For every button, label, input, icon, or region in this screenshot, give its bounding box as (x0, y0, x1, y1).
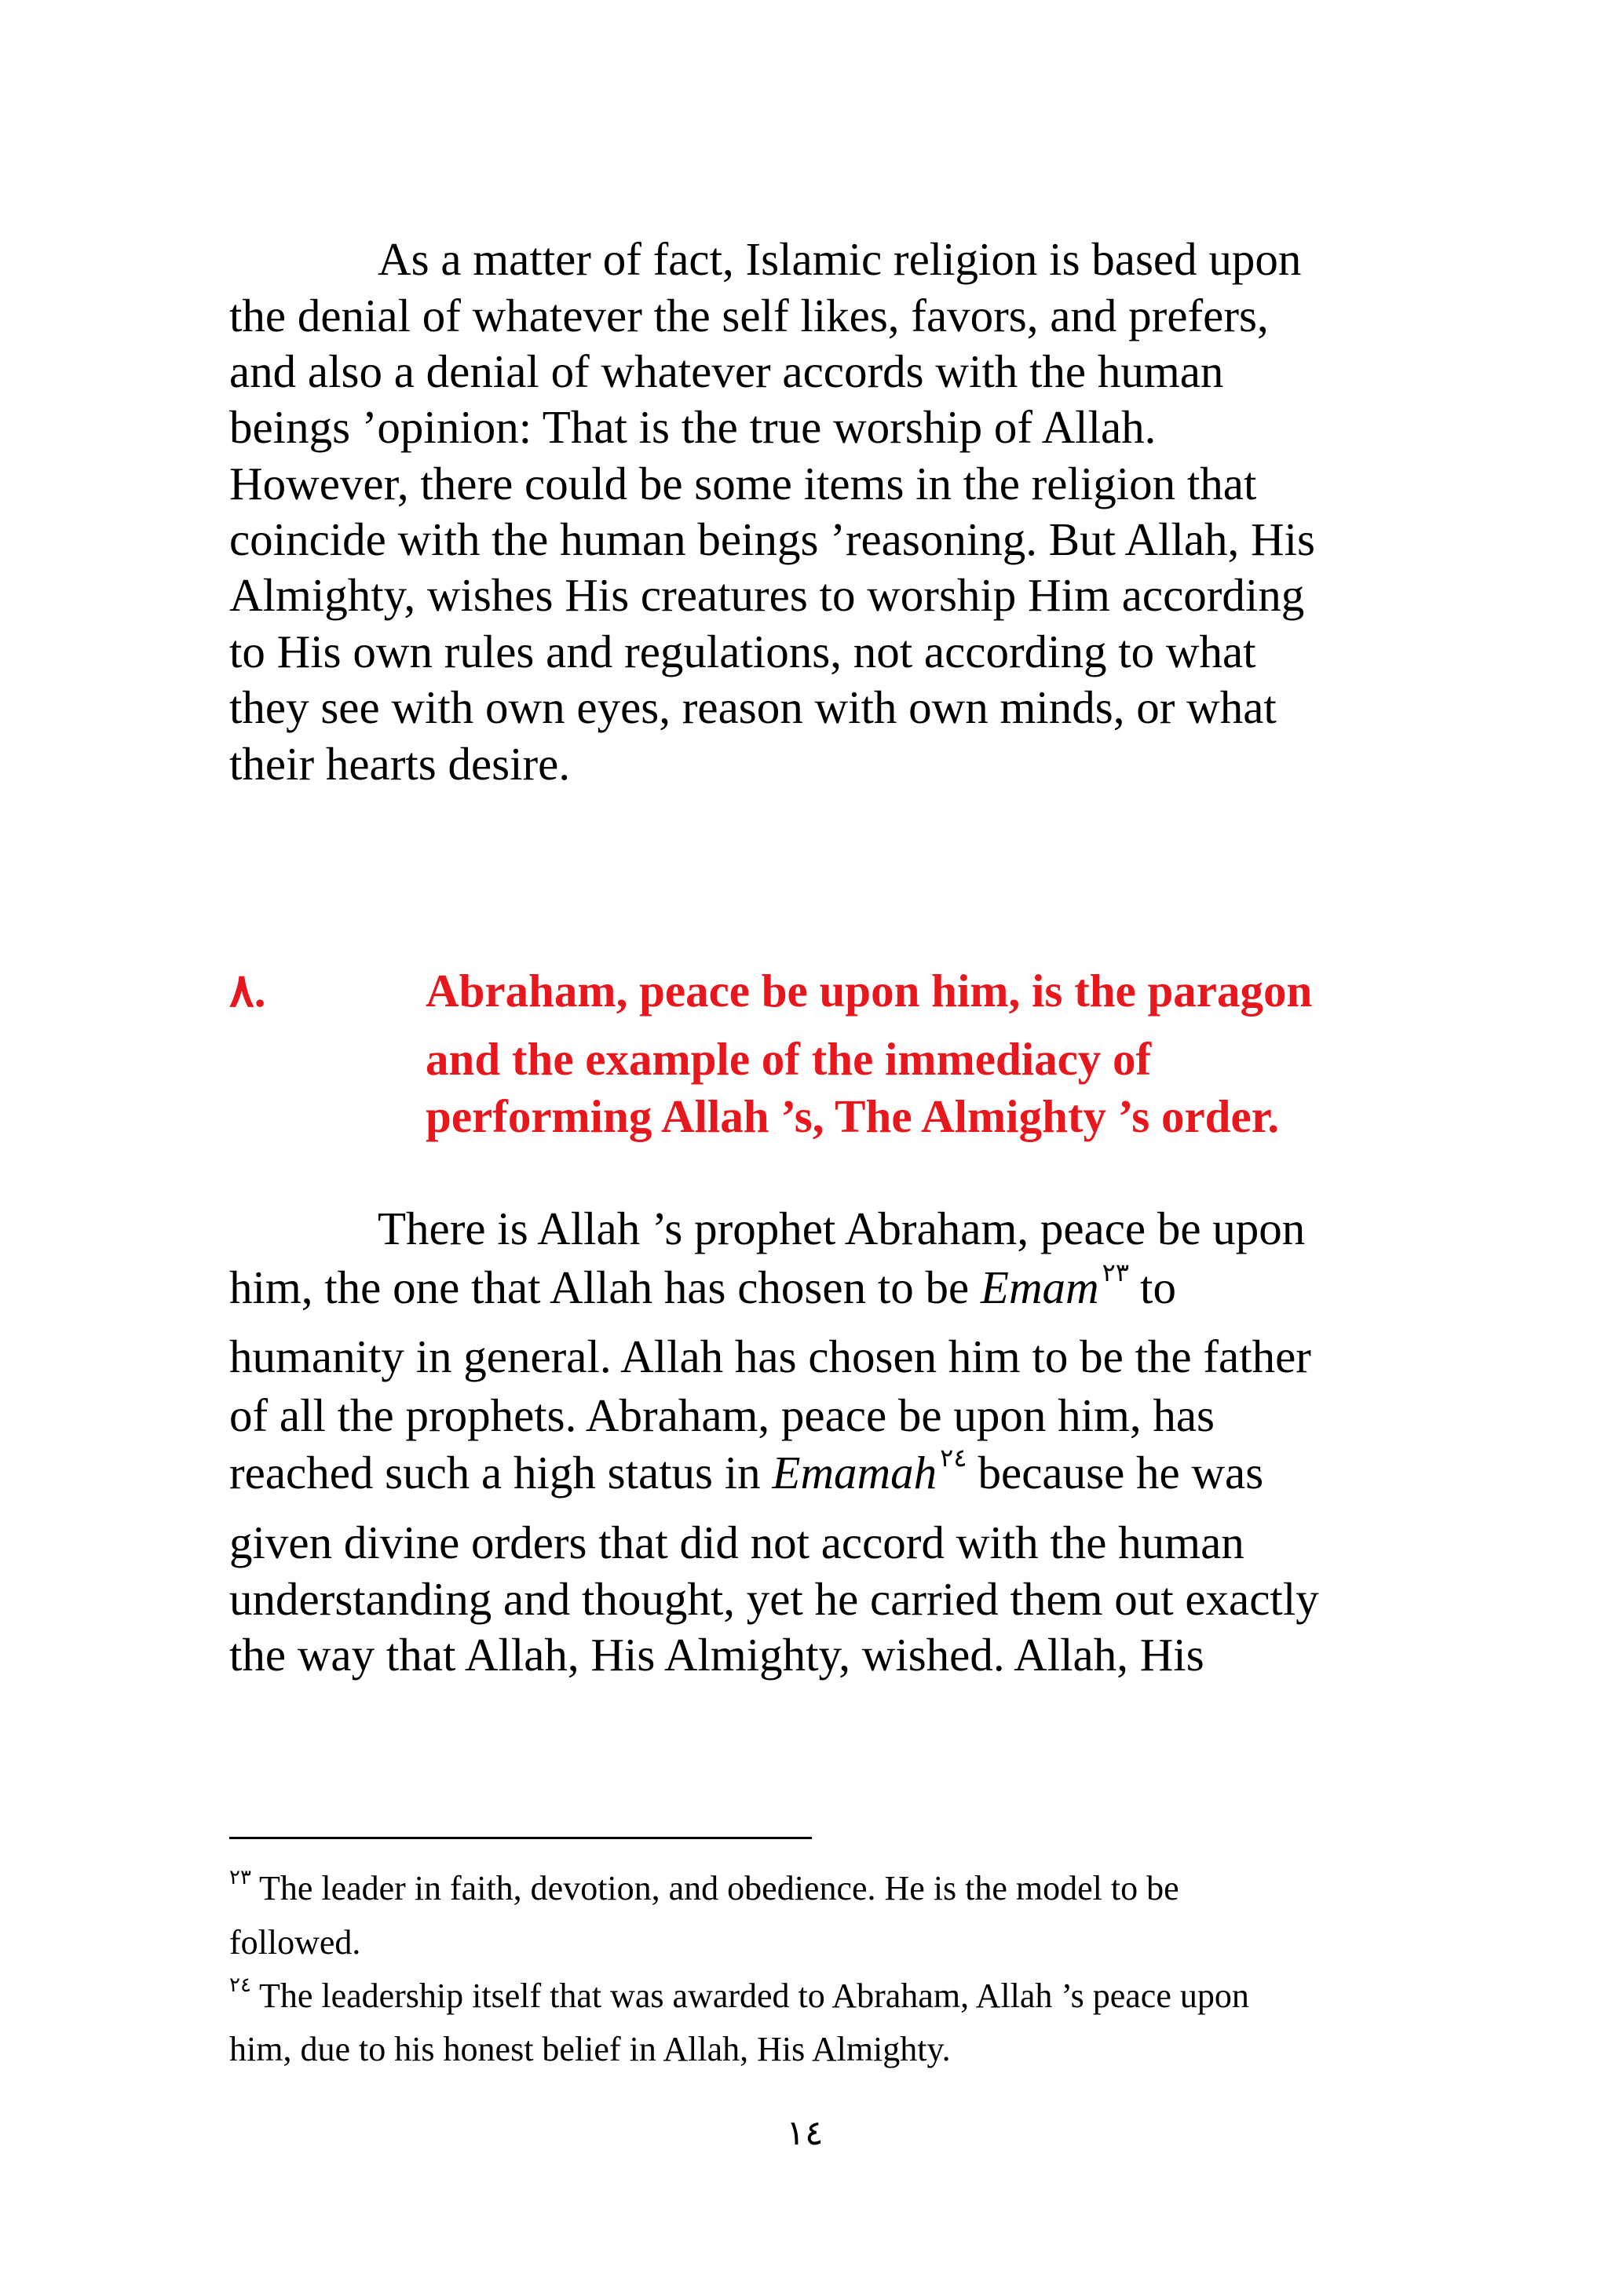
paragraph-line: coincide with the human beings ’reasoning. But Allah, His (229, 513, 1315, 565)
paragraph-line: of all the prophets. Abraham, peace be upon him, has (229, 1389, 1215, 1441)
paragraph-line: However, there could be some items in the religion that (229, 458, 1257, 509)
paragraph-line: the denial of whatever the self likes, favors, and prefers, (229, 290, 1269, 341)
footnote-reference[interactable]: ٢٤ (940, 1444, 967, 1472)
paragraph-line: understanding and thought, yet he carried them out exactly (229, 1573, 1319, 1625)
footnote-text: The leader in faith, devotion, and obedience. He is the model to be (258, 1869, 1179, 1907)
paragraph-line (229, 1259, 1176, 1316)
paragraph-line: the way that Allah, His Almighty, wished. Allah, His (229, 1629, 1204, 1681)
footnote-marker: ٢٤ (229, 1973, 251, 1996)
section-heading-line: performing Allah ’s, The Almighty ’s order. (426, 1090, 1280, 1142)
paragraph-line: There is Allah ’s prophet Abraham, peace be upon (378, 1203, 1306, 1254)
footnote-text: The leadership itself that was awarded to Abraham, Allah ’s peace upon (258, 1977, 1249, 2015)
paragraph-line: beings ’opinion: That is the true worship of Allah. (229, 401, 1157, 453)
paragraph-line: As a matter of fact, Islamic religion is based upon (378, 233, 1302, 285)
footnote-line: followed. (229, 1923, 361, 1962)
footnote-line (229, 1867, 1179, 1911)
paragraph-line: Almighty, wishes His creatures to worship Him according (229, 569, 1305, 621)
paragraph-line: their hearts desire. (229, 738, 571, 790)
paragraph-text: him, the one that Allah has chosen to be (229, 1261, 981, 1313)
paragraph-line: they see with own eyes, reason with own minds, or what (229, 681, 1277, 733)
section-number: ٨. (229, 965, 266, 1017)
paragraph-line: and also a denial of whatever accords with the human (229, 345, 1224, 397)
footnote-separator (229, 1837, 812, 1839)
paragraph-text: to (1140, 1261, 1176, 1313)
footnote-marker: ٢٣ (229, 1866, 251, 1889)
paragraph-text: because he was (978, 1447, 1264, 1498)
footnote-reference[interactable]: ٢٣ (1102, 1258, 1130, 1287)
footnote-line: him, due to his honest belief in Allah, His Almighty. (229, 2030, 951, 2068)
paragraph-line: to His own rules and regulations, not according to what (229, 626, 1256, 677)
page-number: ١٤ (786, 2114, 824, 2152)
paragraph-line (229, 1444, 1263, 1501)
paragraph-line: humanity in general. Allah has chosen him to be the father (229, 1331, 1311, 1382)
section-heading-line: and the example of the immediacy of (426, 1033, 1152, 1085)
section-heading-line: Abraham, peace be upon him, is the paragon (426, 965, 1313, 1017)
paragraph-text: reached such a high status in (229, 1447, 773, 1498)
term-emam: Emam (980, 1261, 1099, 1313)
term-emamah: Emamah (772, 1447, 937, 1498)
footnote-line (229, 1974, 1249, 2018)
paragraph-line: given divine orders that did not accord with the human (229, 1517, 1244, 1568)
